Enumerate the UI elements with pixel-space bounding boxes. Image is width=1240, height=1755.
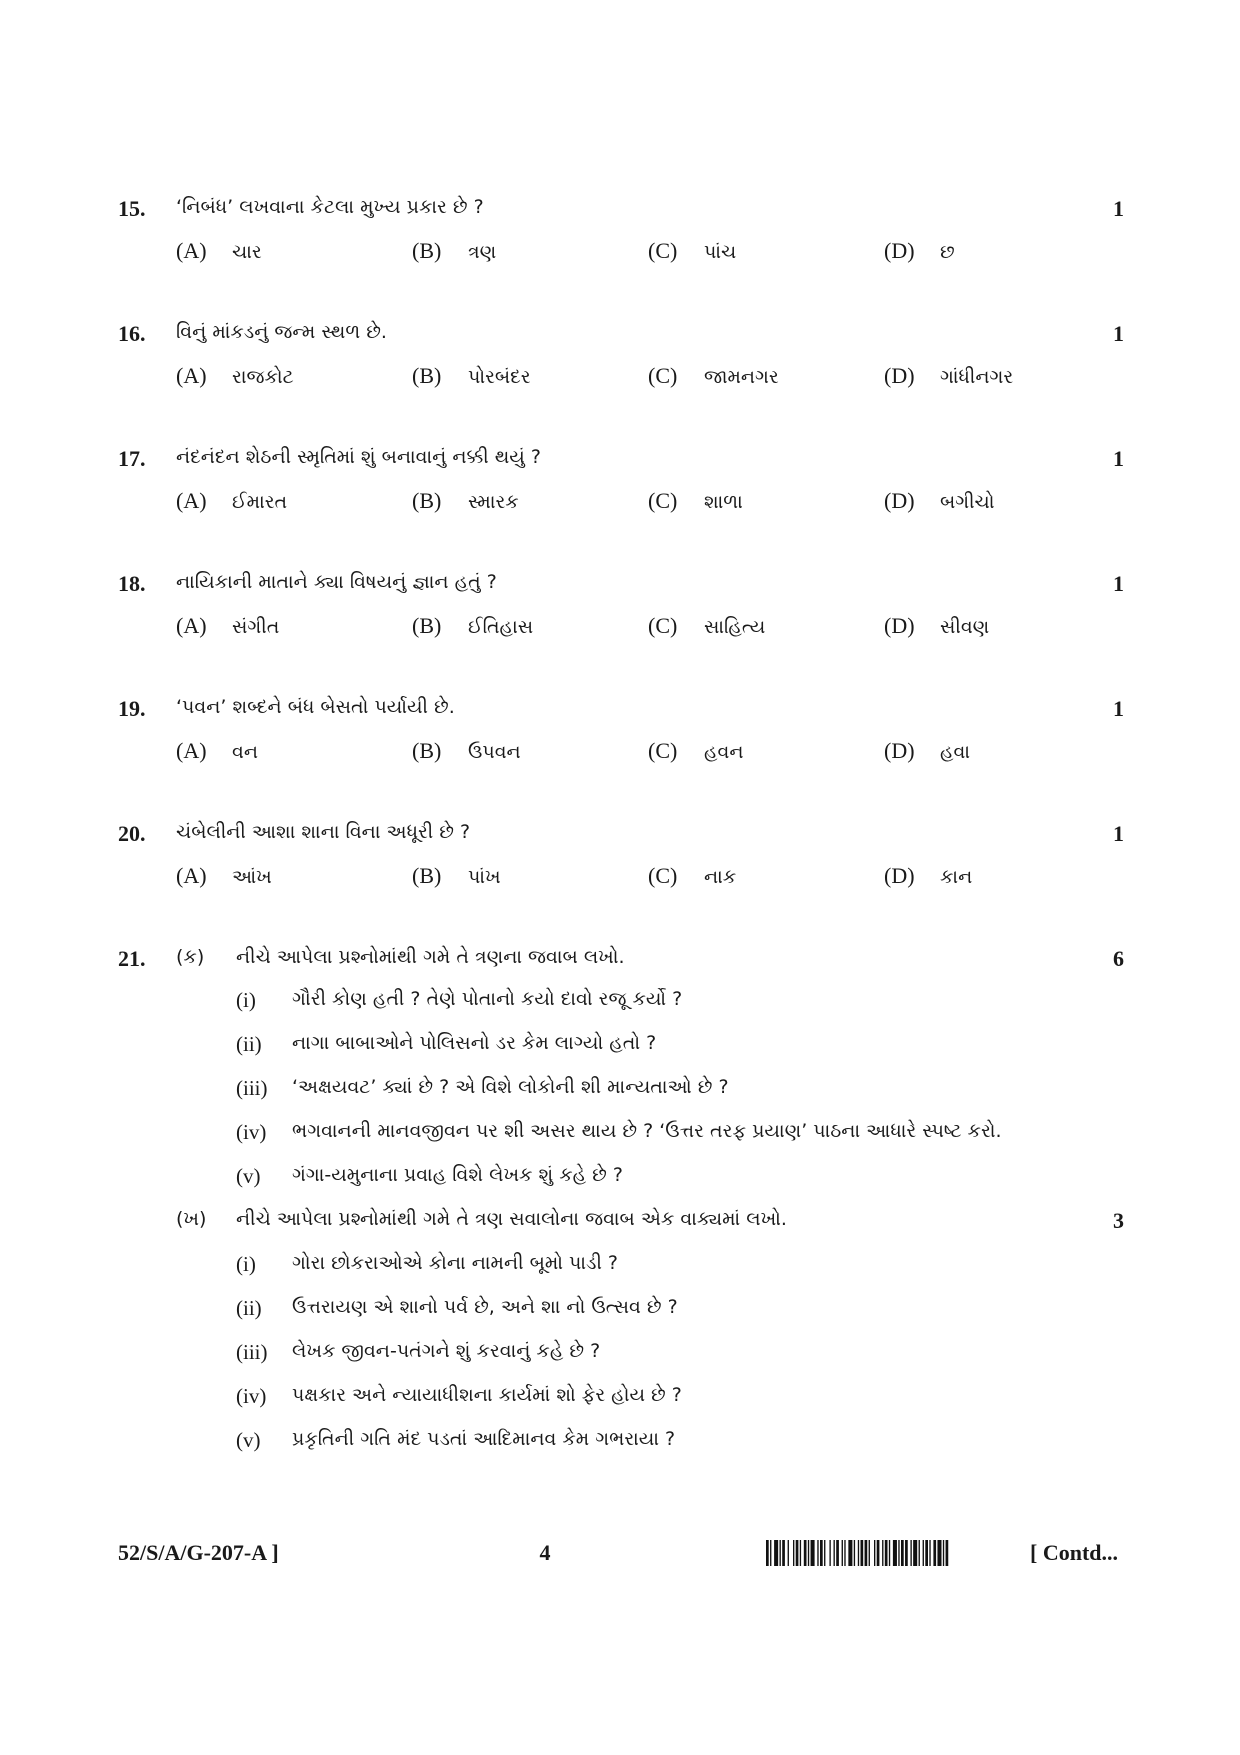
paper-code: 52/S/A/G-207-A ] — [118, 1540, 279, 1565]
option-c: (C) શાળા — [648, 488, 743, 513]
option-b: (B) ઉપવન — [412, 738, 521, 763]
question-text: ‘પવન’ શબ્દને બંધ બેસતો પર્યાયી છે. — [176, 696, 455, 718]
option-c: (C) જામનગર — [648, 363, 779, 388]
option-b: (B) ત્રણ — [412, 238, 497, 263]
continued-label: [ Contd... — [1030, 1540, 1119, 1565]
option-a: (A) ઈમારત — [176, 488, 288, 513]
option-d: (D) કાન — [884, 863, 973, 888]
option-d: (D) હવા — [884, 738, 971, 763]
part-marks: 6 — [1113, 946, 1124, 971]
page-number: 4 — [539, 1540, 551, 1565]
option-c: (C) પાંચ — [648, 238, 737, 263]
part-marks: 3 — [1113, 1208, 1124, 1233]
option-d: (D) ગાંધીનગર — [884, 363, 1014, 388]
question-marks: 1 — [1113, 321, 1124, 346]
option-a: (A) વન — [176, 738, 258, 763]
option-a: (A) ચાર — [176, 238, 262, 263]
option-c: (C) હવન — [648, 738, 744, 763]
question-marks: 1 — [1113, 696, 1124, 721]
part-instruction: નીચે આપેલા પ્રશ્નોમાંથી ગમે તે ત્રણ સવાલોના જવાબ એક વાક્યમાં લખો. — [236, 1208, 787, 1230]
question-number: 20. — [118, 821, 146, 846]
option-a: (A) આંખ — [176, 863, 272, 888]
option-b: (B) પાંખ — [412, 863, 501, 888]
option-d: (D) છ — [884, 238, 955, 263]
question-text: નંદનંદન શેઠની સ્મૃતિમાં શું બનાવાનું નક્કી થયું ? — [176, 446, 541, 468]
question-marks: 1 — [1113, 196, 1124, 221]
option-d: (D) બગીચો — [884, 488, 995, 513]
part-label: (ખ) — [176, 1208, 207, 1230]
question-number: 21. — [118, 946, 146, 971]
question-number: 18. — [118, 571, 146, 596]
option-b: (B) ઈતિહાસ — [412, 613, 534, 638]
question-text: વિનું માંકડનું જન્મ સ્થળ છે. — [176, 321, 387, 343]
question-number: 16. — [118, 321, 146, 346]
question-number: 15. — [118, 196, 146, 221]
part-instruction: નીચે આપેલા પ્રશ્નોમાંથી ગમે તે ત્રણના જવાબ લખો. — [236, 946, 625, 968]
question-marks: 1 — [1113, 446, 1124, 471]
page-footer — [0, 1540, 1240, 1580]
option-d: (D) સીવણ — [884, 613, 990, 638]
question-number: 17. — [118, 446, 146, 471]
option-a: (A) રાજકોટ — [176, 363, 294, 388]
barcode-icon — [766, 1540, 1022, 1566]
option-c: (C) નાક — [648, 863, 737, 888]
question-number: 19. — [118, 696, 146, 721]
option-b: (B) પોરબંદર — [412, 363, 531, 388]
part-label: (ક) — [176, 946, 205, 968]
question-text: ‘નિબંધ’ લખવાના કેટલા મુખ્ય પ્રકાર છે ? — [176, 196, 484, 218]
option-a: (A) સંગીત — [176, 613, 280, 638]
question-marks: 1 — [1113, 821, 1124, 846]
question-text: ચંબેલીની આશા શાના વિના અધૂરી છે ? — [176, 821, 471, 843]
question-text: નાયિકાની માતાને ક્યા વિષયનું જ્ઞાન હતું ? — [176, 571, 497, 593]
option-b: (B) સ્મારક — [412, 488, 519, 513]
option-c: (C) સાહિત્ય — [648, 613, 766, 638]
question-marks: 1 — [1113, 571, 1124, 596]
